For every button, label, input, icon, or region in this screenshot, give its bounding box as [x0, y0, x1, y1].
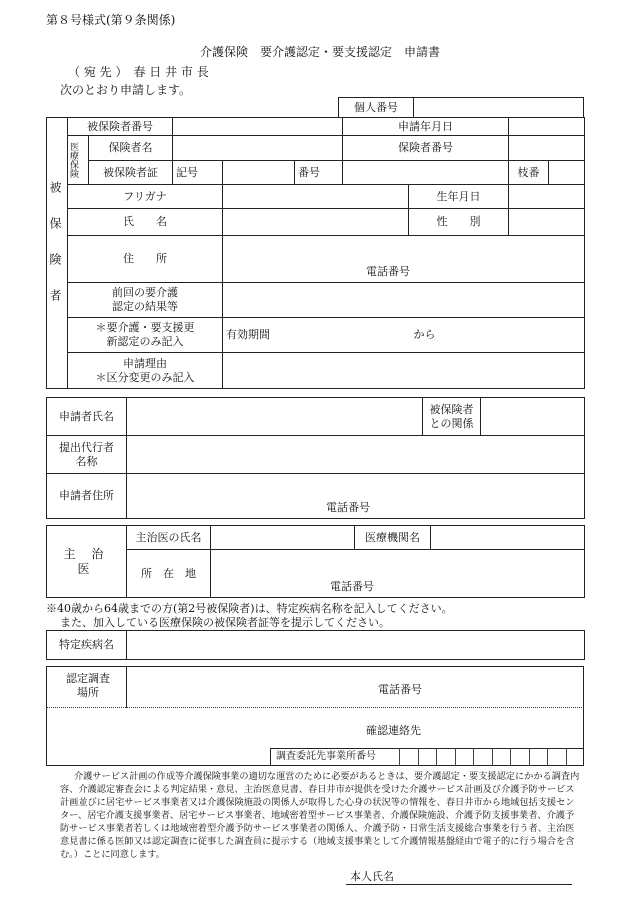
insurer-name-label: 保険者名 [89, 136, 173, 161]
previous-result-field[interactable] [223, 283, 585, 318]
furigana-label: フリガナ [68, 185, 223, 209]
branch-label: 枝番 [509, 161, 549, 185]
name-field[interactable] [223, 209, 409, 236]
valid-period-from: から [413, 328, 436, 342]
application-date-field[interactable] [509, 118, 585, 136]
medical-institution-field[interactable] [431, 526, 585, 550]
symbol-label: 記号 [173, 161, 223, 185]
applicant-name-field[interactable] [127, 398, 423, 436]
location-field[interactable] [211, 550, 585, 598]
address-field[interactable] [223, 236, 585, 283]
personal-number-label: 個人番号 [339, 98, 414, 118]
renewal-only-label: ＊要介護・要支援更 新認定のみ記入 [68, 318, 223, 353]
consent-text: 介護サービス計画の作成等介護保険事業の適切な運営のために必要があるときは、要介護認定・要支援認定にかかる調査内容、介護認定審査会による判定結果・意見、主治医意見書、春日井市が提供を受けた介護サービス計画及び介護予防サービス計画並びに居宅サービス事業者又は介護保険施設の関係人が取得した心身の状況等の情報を、春日井市から地域包括支援センター、居宅介護支援事業者、居宅サービス事業者、地域密着型サービス事業者、介護保険施設、介護予防支援事業者、介護予防サービス事業者若しくは地域密着型介護予防サービス事業者の関係人、介護予防・日常生活支援総合事業を行う者、主治医意見書に係る医師又は認定調査に従事した調査員に提示する（地域支援事業として介護情報基盤経由で電子的に行う場合を含む。）ことに同意します。 [60, 771, 580, 860]
relation-label: 被保険者 との関係 [423, 398, 481, 436]
birth-date-field[interactable] [509, 185, 585, 209]
doctor-name-field[interactable] [211, 526, 355, 550]
number-field[interactable] [343, 161, 509, 185]
sex-field[interactable] [509, 209, 585, 236]
number-label: 番号 [295, 161, 343, 185]
contact-label: 確認連絡先 [366, 724, 421, 737]
insurer-number-field[interactable] [509, 136, 585, 161]
signature-line[interactable] [346, 884, 572, 885]
note-2: また、加入している医療保険の被保険者証等を提示してください。 [60, 616, 390, 629]
specific-disease-label: 特定疾病名 [47, 631, 127, 660]
insured-table [46, 117, 585, 389]
agent-field[interactable] [127, 436, 585, 474]
valid-period-label: 有効期間 [226, 328, 270, 342]
doctor-name-label: 主治医の氏名 [127, 526, 211, 550]
form-title: 介護保険 要介護認定・要支援認定 申請書 [200, 45, 441, 59]
survey-place-label: 認定調査 場所 [66, 672, 110, 699]
sex-label: 性 別 [409, 209, 509, 236]
insured-number-label: 被保険者番号 [68, 118, 173, 136]
personal-number-table [338, 97, 584, 118]
address-label: 住 所 [68, 236, 223, 283]
valid-period-field[interactable] [223, 318, 585, 353]
agent-label: 提出代行者 名称 [47, 436, 127, 474]
survey-office-number-field[interactable] [399, 748, 584, 766]
applicant-phone-label: 電話番号 [326, 501, 370, 515]
doctor-phone-label: 電話番号 [330, 580, 374, 594]
insurer-number-label: 保険者番号 [343, 136, 509, 161]
furigana-field[interactable] [223, 185, 409, 209]
attending-doctor-label: 主 治 医 [47, 526, 127, 598]
medical-institution-label: 医療機関名 [355, 526, 431, 550]
insured-number-field[interactable] [173, 118, 343, 136]
branch-field[interactable] [549, 161, 585, 185]
disease-table [46, 630, 585, 660]
previous-result-label: 前回の要介護 認定の結果等 [68, 283, 223, 318]
medical-insurance-label: 医療保険 [68, 136, 89, 185]
application-date-label: 申請年月日 [343, 118, 509, 136]
insurer-name-field[interactable] [173, 136, 343, 161]
relation-field[interactable] [481, 398, 585, 436]
intro-text: 次のとおり申請します。 [60, 83, 192, 97]
location-label: 所 在 地 [127, 550, 211, 598]
applicant-address-field[interactable] [127, 474, 585, 519]
applicant-address-label: 申請者住所 [47, 474, 127, 519]
note-1: ※40歳から64歳までの方(第2号被保険者)は、特定疾病名称を記入してください。 [46, 602, 453, 615]
survey-divider [126, 666, 127, 708]
applicant-name-label: 申請者氏名 [47, 398, 127, 436]
doctor-table [46, 525, 585, 598]
specific-disease-field[interactable] [127, 631, 585, 660]
survey-place-field[interactable] [140, 708, 580, 748]
addressee: （ 宛 先 ） 春 日 井 市 長 [68, 65, 209, 79]
address-phone-label: 電話番号 [366, 265, 410, 279]
reason-field[interactable] [223, 353, 585, 389]
birth-date-label: 生年月日 [409, 185, 509, 209]
name-label: 氏 名 [68, 209, 223, 236]
personal-number-field[interactable] [414, 98, 584, 118]
insured-card-label: 被保険者証 [89, 161, 173, 185]
symbol-field[interactable] [223, 161, 295, 185]
survey-office-number-label: 調査委託先事業所番号 [276, 751, 376, 762]
insured-section-label: 被保険者 [47, 118, 68, 389]
applicant-table [46, 397, 585, 519]
form-number: 第８号様式(第９条関係) [46, 13, 176, 27]
signature-label: 本人氏名 [350, 870, 394, 883]
survey-phone-label: 電話番号 [378, 683, 422, 696]
reason-label: 申請理由 ＊区分変更のみ記入 [68, 353, 223, 389]
